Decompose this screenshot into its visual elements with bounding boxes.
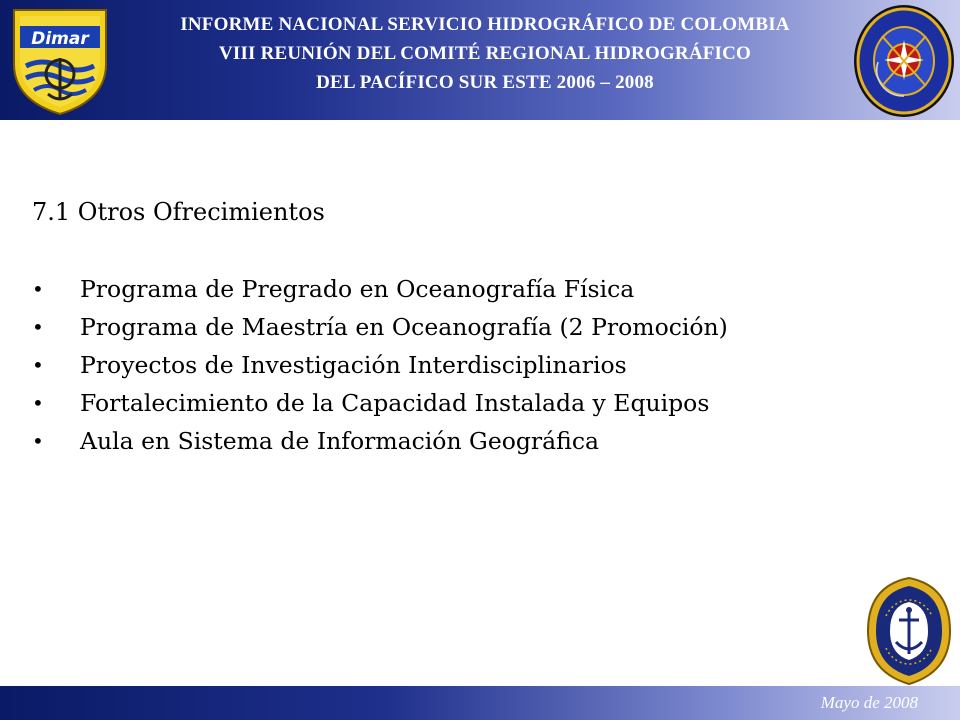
dimar-logo xyxy=(4,2,116,118)
bullet-dot: • xyxy=(32,429,44,453)
header-title xyxy=(120,10,850,97)
escuela-naval-crest xyxy=(866,576,952,686)
footer-date: Mayo de 2008 xyxy=(820,693,918,712)
section-title: 7.1 Otros Ofrecimientos xyxy=(32,198,325,226)
header-title-line-2: VIII REUNIÓN DEL COMITÉ REGIONAL HIDROGRÁFICO xyxy=(218,43,752,64)
list-item-text: Proyectos de Investigación Interdisciplinarios xyxy=(80,351,627,379)
list-item xyxy=(32,308,912,346)
list-item xyxy=(32,270,912,308)
bullet-dot: • xyxy=(32,391,44,415)
dimar-logo-text: Dimar xyxy=(31,29,89,49)
footer-bar xyxy=(0,686,960,720)
header-title-line-3: DEL PACÍFICO SUR ESTE 2006 – 2008 xyxy=(316,72,654,93)
header-banner xyxy=(0,0,960,120)
list-item-text: Programa de Maestría en Oceanografía (2 Promoción) xyxy=(80,313,728,341)
list-item-text: Aula en Sistema de Información Geográfica xyxy=(80,427,600,455)
list-item xyxy=(32,346,912,384)
slide-content xyxy=(32,192,912,460)
list-item-text: Programa de Pregrado en Oceanografía Física xyxy=(80,275,635,303)
bullet-dot: • xyxy=(32,353,44,377)
cioh-seal-logo xyxy=(852,2,956,120)
bullet-dot: • xyxy=(32,277,44,301)
list-item xyxy=(32,422,912,460)
bullet-list xyxy=(32,270,912,460)
header-title-line-1: INFORME NACIONAL SERVICIO HIDROGRÁFICO DE COLOMBIA xyxy=(180,14,790,35)
list-item xyxy=(32,384,912,422)
list-item-text: Fortalecimiento de la Capacidad Instalada y Equipos xyxy=(80,389,710,417)
bullet-dot: • xyxy=(32,315,44,339)
